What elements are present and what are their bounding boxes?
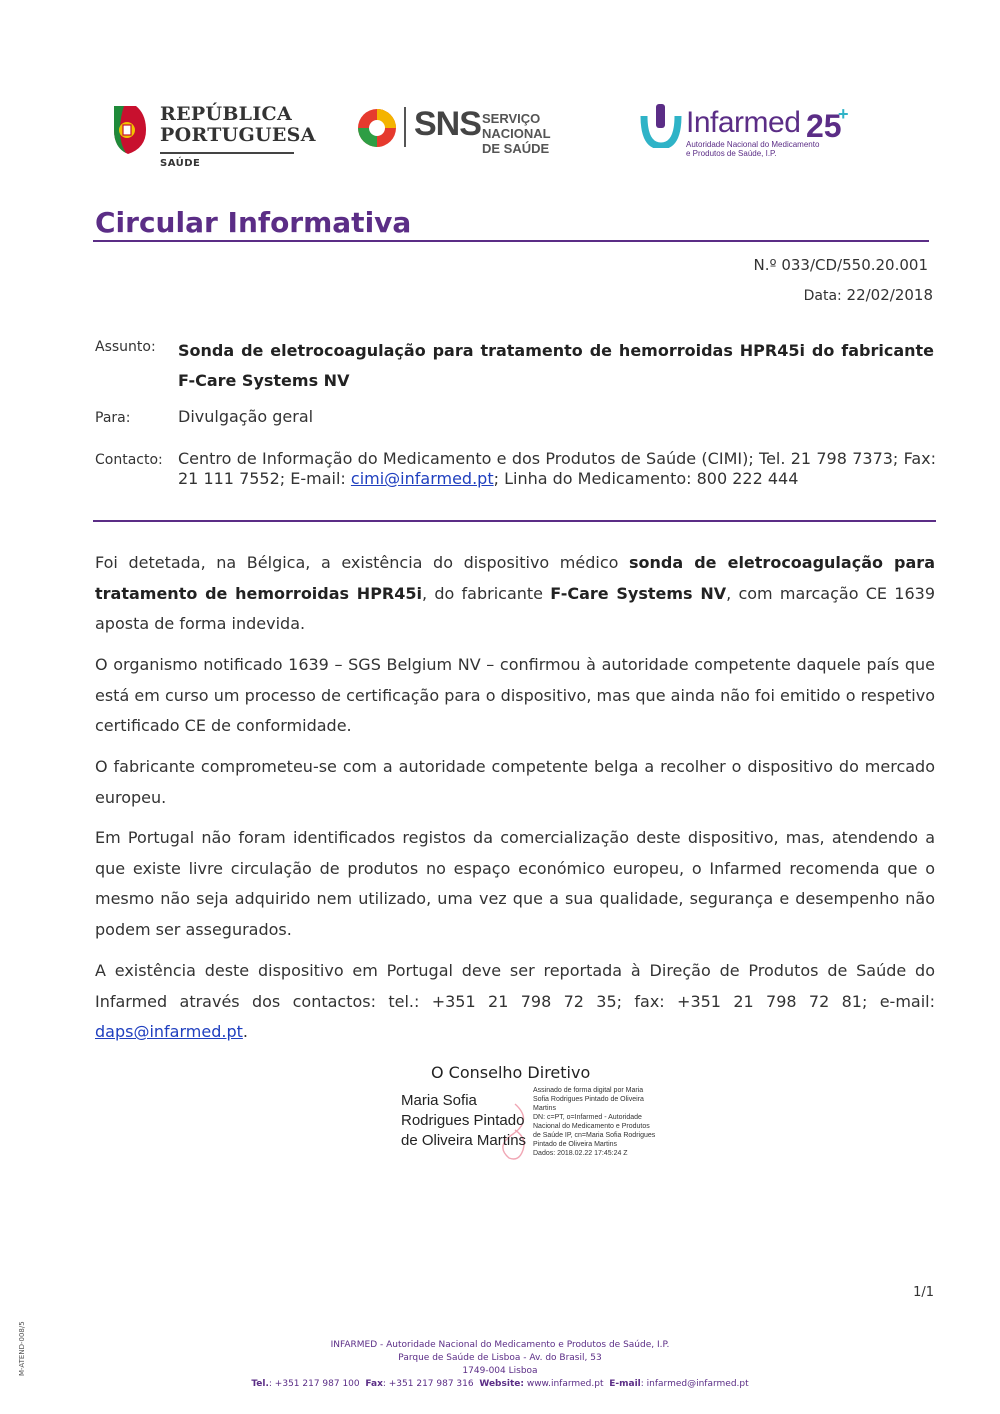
to-label: Para:	[95, 410, 131, 426]
circular-number: N.º 033/CD/550.20.001	[753, 256, 928, 274]
rp-line1: REPÚBLICA	[160, 103, 292, 125]
rp-wordmark	[160, 104, 316, 146]
date-label: Data:	[803, 288, 842, 304]
signature-name-line3: de Oliveira Martins	[401, 1132, 527, 1149]
p5-end: .	[242, 1022, 248, 1041]
sns-subtitle	[482, 111, 586, 156]
contact-text-tail: ; Linha do Medicamento: 800 222 444	[493, 469, 799, 488]
p1-text-a: Foi detetada, na Bélgica, a existência do dispositivo médico	[95, 553, 629, 572]
contact-value	[178, 449, 936, 489]
paragraph-2: O organismo notificado 1639 – SGS Belgium NV – confirmou à autoridade competente daquele país que está em curso um processo de certificação para o dispositivo, mas que ainda não foi emitido o respetivo certificado CE de conformidade.	[95, 655, 935, 735]
sig-meta-line: Nacional do Medicamento e Produtos	[533, 1123, 650, 1130]
sns-wordmark: SNS	[414, 105, 481, 143]
title-divider	[93, 240, 929, 242]
footer-web-label: Website:	[479, 1379, 524, 1389]
footer-org: INFARMED - Autoridade Nacional do Medicamento e Produtos de Saúde, I.P.	[330, 1340, 670, 1350]
p1-text-c: , do fabricante	[422, 583, 551, 603]
daps-email-link[interactable]: daps@infarmed.pt	[95, 1022, 243, 1041]
footer-email-link[interactable]: : infarmed@infarmed.pt	[640, 1379, 749, 1389]
infarmed-mark-icon	[640, 102, 682, 148]
sns-logo	[356, 103, 586, 156]
sns-divider	[404, 107, 406, 147]
header-divider	[93, 520, 936, 522]
contact-email-link[interactable]: cimi@infarmed.pt	[350, 469, 494, 488]
contact-label: Contacto:	[95, 452, 163, 468]
form-code-text: M-ATEND-008/5	[18, 1321, 26, 1376]
rp-saude-label: SAÚDE	[160, 158, 201, 169]
sns-subtitle-line1: SERVIÇO NACIONAL	[482, 111, 551, 141]
footer-email-label: E-mail	[609, 1379, 641, 1389]
sig-meta-line: Assinado de forma digital por Maria	[533, 1087, 644, 1094]
subject-value: Sonda de eletrocoagulação para tratamento de hemorroidas HPR45i do fabricante F-Care Systems NV	[178, 341, 934, 390]
footer-address: Parque de Saúde de Lisboa - Av. do Brasil, 53	[398, 1353, 602, 1363]
footer-tel-label: Tel.	[251, 1379, 269, 1389]
sig-meta-line: Sofia Rodrigues Pintado de Oliveira	[533, 1096, 644, 1103]
infarmed-subtitle-line1: Autoridade Nacional do Medicamento	[686, 140, 820, 149]
footer-fax-value: : +351 217 987 316	[382, 1379, 474, 1389]
footer-contacts	[0, 1379, 1000, 1389]
footer-fax-label: Fax	[365, 1379, 383, 1389]
digital-signature-details	[533, 1086, 658, 1158]
footer-postcode: 1749-004 Lisboa	[462, 1366, 538, 1376]
subject-label: Assunto:	[95, 339, 156, 355]
page-number: 1/1	[913, 1285, 934, 1300]
signature-name-line1: Maria Sofia	[401, 1092, 477, 1109]
sig-meta-line: Pintado de Oliveira Martins	[533, 1141, 618, 1148]
portugal-flag-icon	[110, 104, 148, 156]
footer-tel-value: : +351 217 987 100	[268, 1379, 360, 1389]
sns-subtitle-line2: DE SAÚDE	[482, 141, 550, 156]
signature-title: O Conselho Diretivo	[431, 1063, 591, 1082]
contact-text: Centro de Informação do Medicamento e dos Produtos de Saúde (CIMI); Tel. 21 798 7373; Fax: 21 111 7552; E-mail:	[178, 449, 936, 488]
infarmed-subtitle-line2: e Produtos de Saúde, I.P.	[686, 149, 777, 158]
rp-line2: PORTUGUESA	[160, 124, 316, 146]
rp-divider	[160, 152, 294, 154]
page-title: Circular Informativa	[95, 206, 412, 239]
infarmed-logo	[640, 102, 860, 164]
sig-meta-line: Dados: 2018.02.22 17:45:24 Z	[533, 1150, 628, 1157]
signature-name	[401, 1091, 526, 1151]
infarmed-plus-mark: +	[838, 104, 849, 124]
sns-mark-icon	[356, 107, 398, 149]
republica-portuguesa-logo	[110, 102, 316, 174]
paragraph-4: Em Portugal não foram identificados registos da comercialização deste dispositivo, mas, atendendo a que existe livre circulação de produtos no espaço económico europeu, o Infarmed recomenda que o mesmo não seja adquirido nem utilizado, uma vez que a sua qualidade, segurança e desempenho não podem ser assegurados.	[95, 828, 935, 939]
paragraph-5	[95, 956, 935, 1048]
p1-device-name: sonda de eletrocoagulação para tratamento de hemorroidas HPR45i	[95, 553, 935, 603]
sig-meta-line: de Saúde IP, cn=Maria Sofia Rodrigues	[533, 1132, 656, 1139]
infarmed-subtitle	[686, 140, 819, 158]
p1-manufacturer: F-Care Systems NV	[550, 583, 727, 603]
to-value: Divulgação geral	[178, 407, 314, 426]
paragraph-3: O fabricante comprometeu-se com a autoridade competente belga a recolher o dispositivo do mercado europeu.	[95, 757, 935, 807]
infarmed-25-mark: 25	[806, 108, 842, 144]
infarmed-wordmark: Infarmed	[686, 106, 801, 139]
p5-text: A existência deste dispositivo em Portugal deve ser reportada à Direção de Produtos de Saúde do Infarmed através dos contactos: tel.: +351 21 798 72 35; fax: +351 21 798 72 81; e-mail:	[95, 961, 935, 1011]
footer-web-link[interactable]: www.infarmed.pt	[526, 1379, 604, 1389]
date-value: 22/02/2018	[846, 286, 933, 304]
paragraph-1	[95, 548, 935, 640]
circular-date	[804, 286, 933, 304]
sig-meta-line: DN: c=PT, o=Infarmed - Autoridade	[533, 1114, 642, 1121]
signature-name-line2: Rodrigues Pintado	[401, 1112, 525, 1129]
sig-meta-line: Martins	[533, 1105, 556, 1112]
p1-text-e: , com marcação CE 1639 aposta de forma indevida.	[95, 583, 935, 633]
